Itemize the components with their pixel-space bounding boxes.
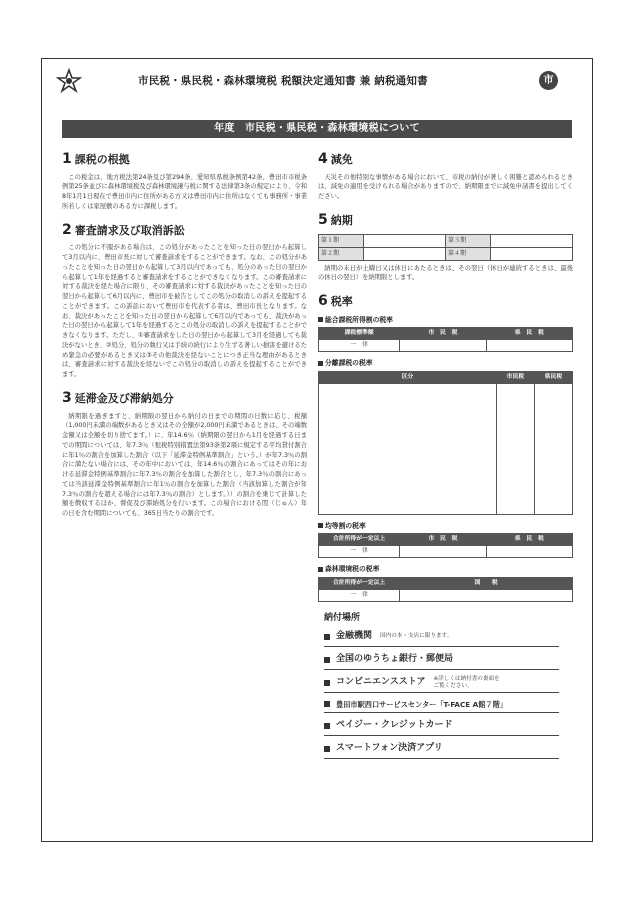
period-4-value xyxy=(491,247,573,260)
section-5-body: 納期の末日が土曜日又は休日にあたるときは、その翌日（休日が連続するときは、最後の休日の翌日）を納期限とします。 xyxy=(318,264,573,282)
payment-place-item: コンビニエンスストア ※詳しくは納付書の裏面をご覧ください。 xyxy=(324,676,559,693)
right-column xyxy=(318,149,573,765)
rate-table-1: 課税標準額 市 民 税 県 民 税 一 律 xyxy=(318,327,573,352)
period-2-label: 第２期 xyxy=(319,247,364,260)
payment-place-item: 全国のゆうちょ銀行・郵便局 xyxy=(324,653,559,670)
period-2-value xyxy=(364,247,446,260)
document-title: 市民税・県民税・森林環境税 税額決定通知書 兼 納税通知書 xyxy=(138,75,428,87)
rate-table-2-title: 分離課税の税率 xyxy=(318,358,573,369)
section-4-heading: 4 減免 xyxy=(318,151,353,167)
payment-place-item: 金融機関 国内の本・支店に限ります。 xyxy=(324,630,559,647)
section-3-body: 納期限を過ぎますと、納期限の翌日から納付の日までの期間の日数に応じ、税額（1,000円未満の端数があるとき又はその全額が2,000円未満であるときは、その端数金額又は全額を切り捨てます。）に、年14.6％（納期限の翌日から1月を経過する日までの期間については、年7.3％（租税特別措置法第93条第2項に規定する平均貸付割合に年1％の割合を加算した割合（以下「延滞金特例基準割合」という。）が年7.3％の割合に満たない場合には、その年中においては、年14.6％の割合にあってはその年における延滞金特例基準割合に年7.3％の割合を加算した割合とし、年7.3％の割合にあっては当該延滞金特例基準割合に年1％の割合を加算した割合（当該加算した割合が年7.3％の割合を超える場合には年7.3％の割合）とします。））の割合を乗じて計算した額を徴収するほか、督促及び滞納処分を行います。この場合における閏（じゅん）年の日を含む期間についても、365日当たりの割合です。 xyxy=(62,412,307,518)
period-1-value xyxy=(364,234,446,247)
payment-places-title: 納付場所 xyxy=(324,612,361,623)
period-1-label: 第１期 xyxy=(319,234,364,247)
period-4-label: 第４期 xyxy=(446,247,491,260)
payment-place-item: スマートフォン決済アプリ xyxy=(324,742,559,759)
section-2-body: この処分に不服がある場合は、この処分があったことを知った日の翌日から起算して3月以内に、豊田市長に対して審査請求をすることができます。なお、この処分があったことを知った日の翌日から起算して3月以内であっても、処分のあった日の翌日から起算して1年を経過すると審査請求をすることができなくなります。この審査請求に対する裁決を経た場合に限り、その審査請求に対する裁決があったことを知った日の翌日から起算して6月以内に、豊田市を被告としてこの処分の取消しの訴えを提起することができます。この訴訟において豊田市を代表する者は、豊田市長となります。なお、裁決があったことを知った日の翌日から起算して6月以内であっても、裁決があった日の翌日から起算して1年を経過するとこの処分の取消しの訴えを提起することができなくなります。ただし、①審査請求をした日の翌日から起算して3月を経過しても裁決がないとき、②処分、処分の執行又は手続の続行により生ずる著しい損害を避けるため緊急の必要があるとき又は③その他裁決を経ないことにつき正当な理由があるときは、審査請求に対する裁決を経ないでこの処分の取消しの訴えを提起することができます。 xyxy=(62,244,307,379)
period-3-label: 第３期 xyxy=(446,234,491,247)
period-3-value xyxy=(491,234,573,247)
payment-places-list xyxy=(318,630,573,759)
rate-table-3-title: 均等割の税率 xyxy=(318,521,573,532)
rate-table-4: 合計所得が一定以上 国 税 一 律 xyxy=(318,577,573,602)
city-emblem-icon xyxy=(56,68,82,94)
section-1-body: この税金は、地方税法第24条及び第294条、愛知県県税条例第42条、豊田市市税条例第25条並びに森林環境税及び森林環境譲与税に関する法律第3条の規定により、令和8年1月1日現在で豊田市内に住所がある方又は豊田市内に住所はなくても事務所・事業所若しくは家屋敷のある方に課税します。 xyxy=(62,173,308,210)
header xyxy=(42,59,592,103)
section-banner: 年度 市民税・県民税・森林環境税について xyxy=(62,120,572,138)
section-3-heading: 3 延滞金及び滞納処分 xyxy=(62,389,174,406)
rate-table-3: 合計所得が一定以上 市 民 税 県 民 税 一 律 xyxy=(318,533,573,558)
payment-periods-table xyxy=(318,234,573,261)
section-1-heading: 1 課税の根拠 xyxy=(62,151,130,167)
payment-place-item: 豊田市駅西口サービスセンター「T-FACE A館７階」 xyxy=(324,699,559,713)
section-2-heading: 2 審査請求及び取消訴訟 xyxy=(62,221,185,238)
section-5-heading: 5 納期 xyxy=(318,211,353,228)
city-badge: 市 xyxy=(539,71,558,90)
rate-table-4-title: 森林環境税の税率 xyxy=(318,564,573,575)
section-6-heading: 6 税率 xyxy=(318,293,353,310)
notice-page xyxy=(41,58,593,842)
payment-place-item: ペイジー・クレジットカード xyxy=(324,719,559,736)
section-4-body: 天災その他特別な事情がある場合において、市税の納付が著しく困難と認められるときは、減免の適用を受けられる場合がありますので、納期限までに減免申請書を提出してください。 xyxy=(318,173,573,201)
rate-table-1-title: 総合課税所得割の税率 xyxy=(318,315,573,326)
left-column xyxy=(62,149,307,519)
rate-table-2: 区分 市民税 県民税 xyxy=(318,371,573,515)
